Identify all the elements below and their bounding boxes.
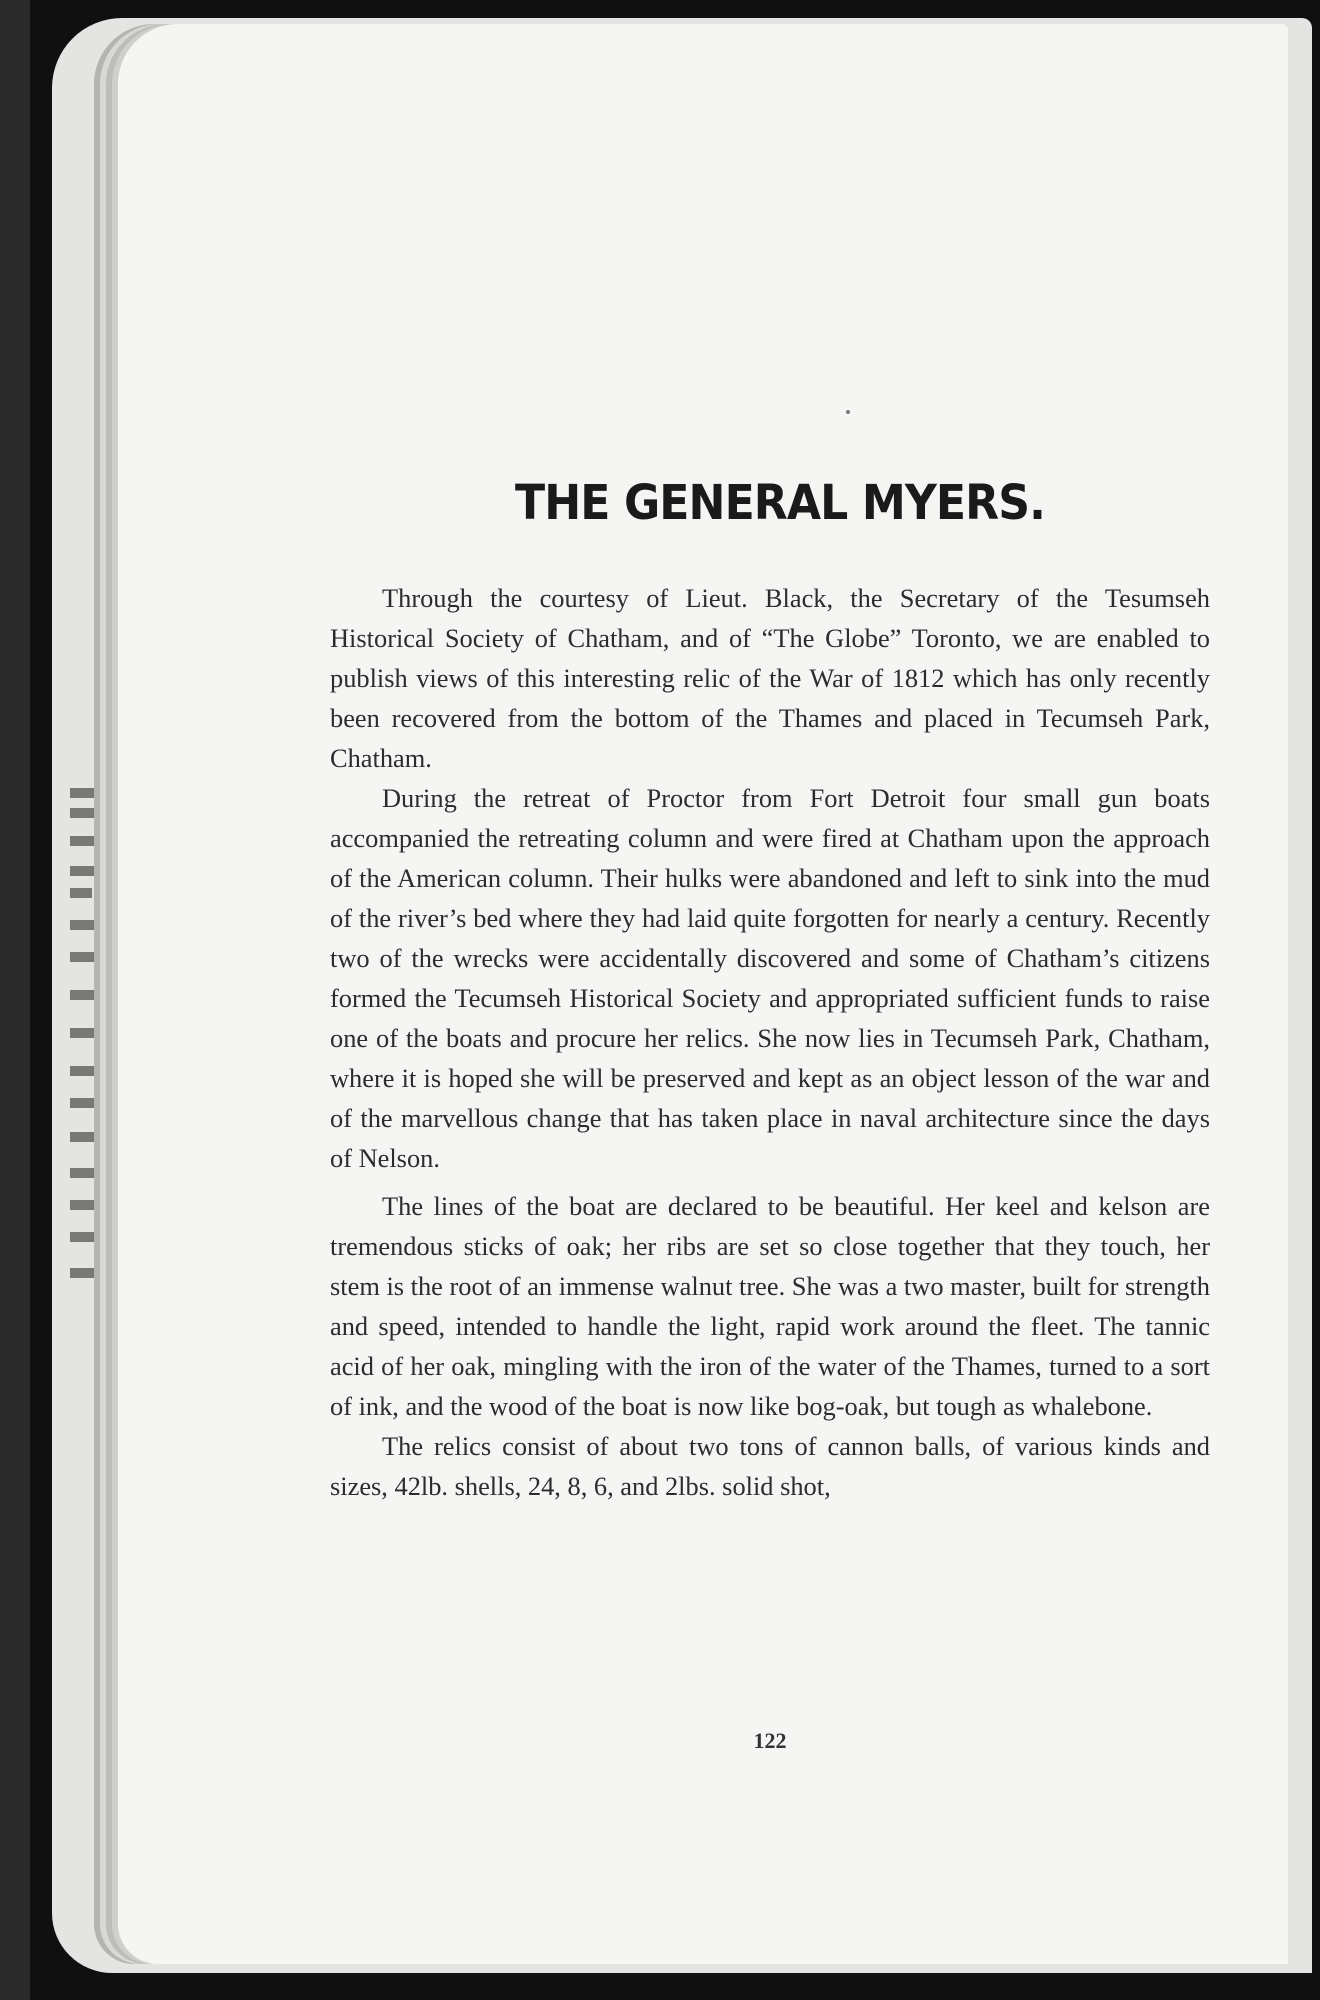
paper-speck xyxy=(846,410,850,414)
paragraph: During the retreat of Proctor from Fort Detroit four small gun boats accompanied the retreating column and were fired at Chatham upon the approach of the American column. Their hulks were abandoned and left to sink into the mud of the river’s bed where they had laid quite forgotten for nearly a century. Recently two of the wrecks were accidentally discovered and some of Chatham’s citizens formed the Tecumseh Historical Society and appropriated sufficient funds to raise one of the boats and procure her relics. She now lies in Tecumseh Park, Chatham, where it is hoped she will be preserved and kept as an object lesson of the war and of the marvellous change that has taken place in naval architecture since the days of Nelson. xyxy=(330,783,1210,1173)
paragraph: Through the courtesy of Lieut. Black, the Secretary of the Tesumseh Historical Society of Chatham, and of “The Globe” Toronto, we are enabled to publish views of this interesting relic of the War of 1812 which has only recently been recovered from the bottom of the Thames and placed in Tecumseh Park, Chatham. xyxy=(330,583,1210,773)
page-title: THE GENERAL MYERS. xyxy=(515,475,1045,531)
paragraph: The lines of the boat are declared to be beautiful. Her keel and kelson are tremendous sticks of oak; her ribs are set so close together that they touch, her stem is the root of an immense walnut tree. She was a two master, built for strength and speed, intended to handle the light, rapid work around the fleet. The tannic acid of her oak, mingling with the iron of the water of the Thames, turned to a sort of ink, and the wood of the boat is now like bog-oak, but tough as whalebone. xyxy=(330,1191,1210,1421)
article-body xyxy=(330,578,1210,1506)
page-number: 122 xyxy=(753,1728,787,1753)
paragraph: The relics consist of about two tons of cannon balls, of various kinds and sizes, 42lb. shells, 24, 8, 6, and 2lbs. solid shot, xyxy=(330,1431,1210,1501)
